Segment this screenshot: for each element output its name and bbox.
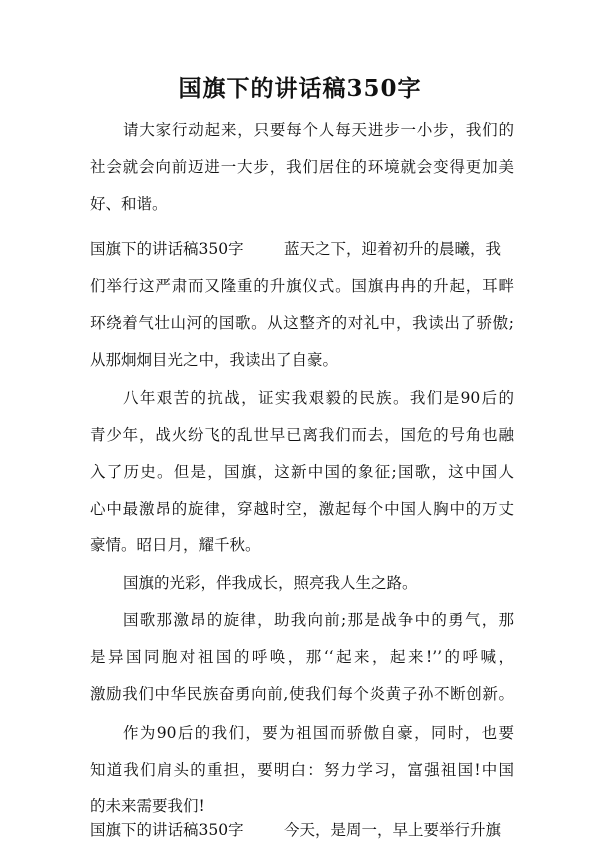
text-line: 社会就会向前迈进一大步，我们居住的环境就会变得更加美 [90,158,514,176]
text-line: 八年艰苦的抗战，证实我艰毅的民族。我们是90后的 [123,389,514,407]
text-line [90,812,514,848]
text-line: 好、和谐。 [90,195,168,213]
text-line: 国旗的光彩，伴我成长，照亮我人生之路。 [123,574,418,592]
text-line: 豪情。昭日月，耀千秋。 [90,536,261,554]
text-line: 作为90后的我们，要为祖国而骄傲自豪，同时，也要 [123,724,514,742]
text-line: 激励我们中华民族奋勇向前,使我们每个炎黄子孙不断创新。 [90,685,514,703]
text-line: 们举行这严肃而又隆重的升旗仪式。国旗冉冉的升起，耳畔 [90,277,514,295]
text-line: 知道我们肩头的重担，要明白：努力学习，富强祖国!中国 [90,761,514,779]
text-line: 从那炯炯目光之中，我读出了自豪。 [90,351,339,369]
text-line: 心中最激昂的旋律，穿越时空，激起每个中国人胸中的万丈 [90,500,514,518]
text-line [90,231,514,267]
text-run: 今天，是周一，早上要举行升旗 [284,821,502,839]
section-heading: 国旗下的讲话稿350字 [90,240,244,258]
text-line: 请大家行动起来，只要每个人每天进步一小步，我们的 [123,121,514,139]
text-line: 的未来需要我们! [90,797,205,815]
section-heading: 国旗下的讲话稿350字 [90,821,244,839]
document-title: 国旗下的讲话稿350字 [178,75,422,102]
text-line: 国歌那激昂的旋律，助我向前;那是战争中的勇气，那 [123,611,514,629]
text-line: 是异国同胞对祖国的呼唤，那‘‘起来，起来!’’的呼喊， [90,648,514,666]
text-line: 环绕着气壮山河的国歌。从这整齐的对礼中，我读出了骄傲; [90,314,514,332]
text-line: 入了历史。但是，国旗，这新中国的象征;国歌，这中国人 [90,463,514,481]
text-line: 青少年，战火纷飞的乱世早已离我们而去，国危的号角也融 [90,426,514,444]
text-run: 蓝天之下，迎着初升的晨曦，我 [284,240,502,258]
